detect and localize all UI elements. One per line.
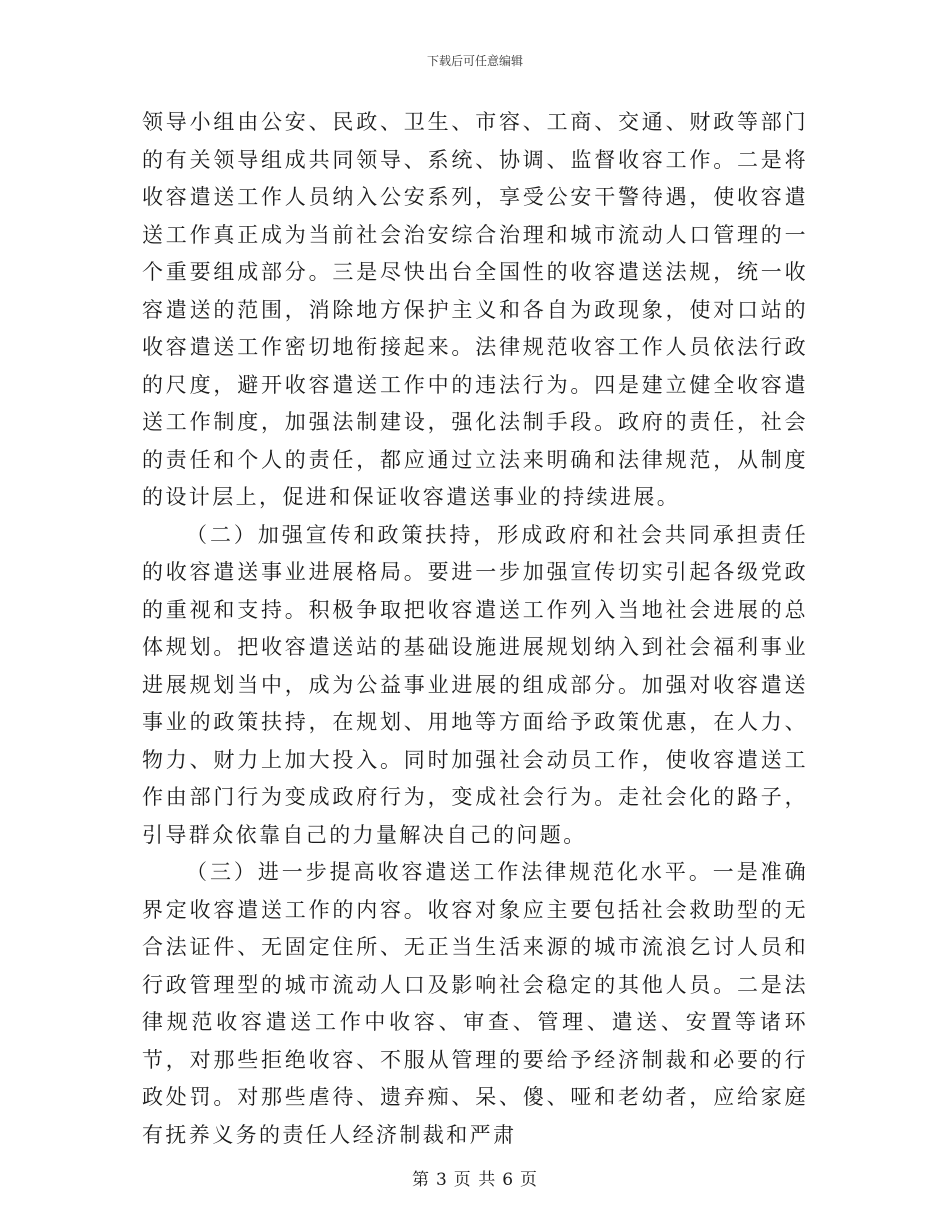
current-page-number: 3 [435, 1170, 448, 1190]
total-page-number: 6 [502, 1170, 515, 1190]
paragraph-3: （三）进一步提高收容遣送工作法律规范化水平。一是准确界定收容遣送工作的内容。收容对象应主要包括社会救助型的无合法证件、无固定住所、无正当生活来源的城市流浪乞讨人员和行政管理型的城市流动人口及影响社会稳定的其他人员。二是法律规范收容遣送工作中收容、审查、管理、遣送、安置等诸环节，对那些拒绝收容、不服从管理的要给予经济制裁和必要的行政处罚。对那些虐待、遗弃痴、呆、傻、哑和老幼者，应给家庭有抚养义务的责任人经济制裁和严肃 [142, 860, 808, 1147]
page-footer [0, 1165, 950, 1190]
paragraph-2: （二）加强宣传和政策扶持，形成政府和社会共同承担责任的收容遣送事业进展格局。要进一步加强宣传切实引起各级党政的重视和支持。积极争取把收容遣送工作列入当地社会进展的总体规划。把收容遣送站的基础设施进展规划纳入到社会福利事业进展规划当中，成为公益事业进展的组成部分。加强对收容遣送事业的政策扶持，在规划、用地等方面给予政策优惠，在人力、物力、财力上加大投入。同时加强社会动员工作，使收容遣送工作由部门行为变成政府行为，变成社会行为。走社会化的路子，引导群众依靠自己的力量解决自己的问题。 [142, 522, 808, 847]
footer-prefix: 第 [411, 1170, 430, 1190]
paragraph-1: 领导小组由公安、民政、卫生、市容、工商、交通、财政等部门的有关领导组成共同领导、系统、协调、监督收容工作。二是将收容遣送工作人员纳入公安系列，享受公安干警待遇，使收容遣送工作真正成为当前社会治安综合治理和城市流动人口管理的一个重要组成部分。三是尽快出台全国性的收容遣送法规，统一收容遣送的范围，消除地方保护主义和各自为政现象，使对口站的收容遣送工作密切地衔接起来。法律规范收容工作人员依法行政的尺度，避开收容遣送工作中的违法行为。四是建立健全收容遣送工作制度，加强法制建设，强化法制手段。政府的责任，社会的责任和个人的责任，都应通过立法来明确和法律规范，从制度的设计层上，促进和保证收容遣送事业的持续进展。 [142, 110, 808, 509]
document-body [142, 104, 808, 1154]
page-header: 下载后可任意编辑 [426, 54, 523, 68]
footer-suffix: 页 [520, 1170, 539, 1190]
footer-middle: 页 共 [453, 1170, 497, 1190]
